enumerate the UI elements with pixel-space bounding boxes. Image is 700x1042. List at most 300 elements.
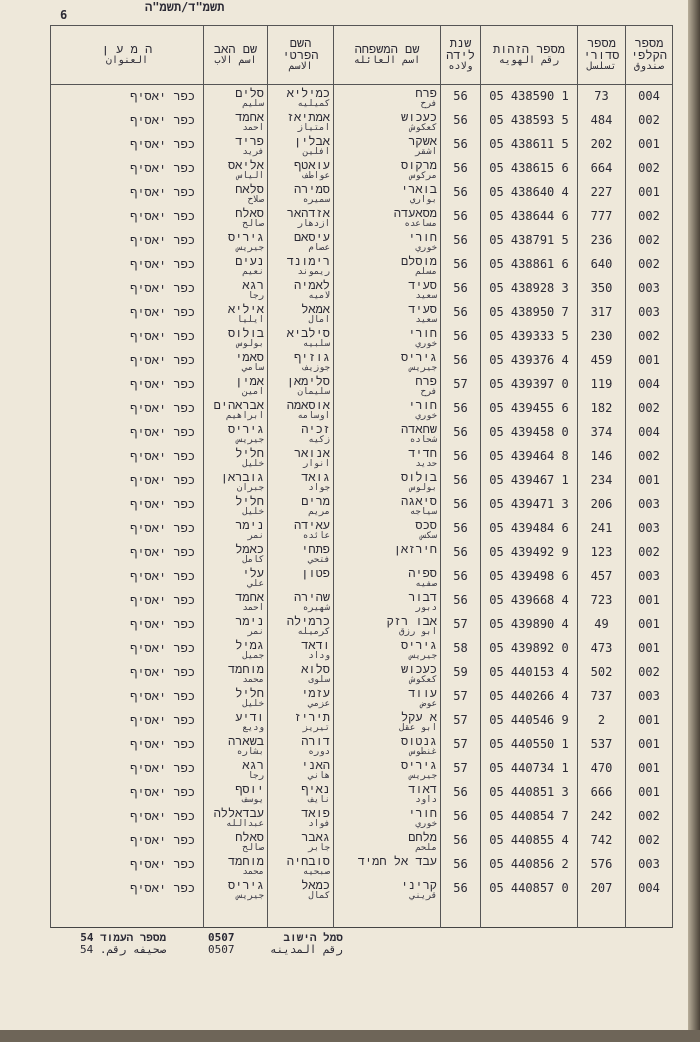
serial-cell: 236	[578, 229, 626, 253]
first-name-he: אוסאמה	[286, 398, 330, 412]
father-name-cell	[204, 325, 268, 349]
id-number-cell: 05 438791 5	[481, 229, 578, 253]
serial-cell: 119	[578, 373, 626, 397]
page-content	[50, 25, 672, 962]
first-name-he: סמירה	[293, 182, 330, 196]
family-name-ar: اشقر	[415, 147, 437, 157]
first-name-ar: سلبيه	[302, 339, 330, 349]
col-birth-year-ar: ولاده	[448, 61, 473, 72]
family-name-cell	[334, 181, 441, 205]
first-name-cell	[268, 565, 334, 589]
father-name-ar: صالح	[242, 219, 264, 229]
father-name-ar: عبدالله	[226, 819, 264, 829]
first-name-cell	[268, 709, 334, 733]
serial-cell: 502	[578, 661, 626, 685]
family-name-cell	[334, 589, 441, 613]
father-name-ar: فريد	[242, 147, 264, 157]
id-number-cell: 05 440856 2	[481, 853, 578, 877]
ballot-cell: 001	[626, 613, 673, 637]
first-name-he: מרים	[301, 494, 330, 508]
father-name-ar: ايليا	[236, 315, 264, 325]
address-cell: כפר יאסיף	[51, 181, 204, 205]
first-name-he: זכיה	[301, 422, 330, 436]
ballot-cell: 001	[626, 757, 673, 781]
birth-year-cell: 56	[441, 589, 481, 613]
family-name-he: אשקר	[408, 134, 437, 148]
serial-cell: 484	[578, 109, 626, 133]
first-name-he: כמיליא	[286, 86, 330, 100]
family-name-cell	[334, 157, 441, 181]
birth-year-cell: 56	[441, 229, 481, 253]
serial-cell: 723	[578, 589, 626, 613]
father-name-ar: صالح	[242, 843, 264, 853]
page-number: 6	[60, 8, 68, 22]
father-name-he: סלים	[235, 86, 264, 100]
birth-year-cell: 56	[441, 493, 481, 517]
first-name-he: גאבר	[301, 830, 330, 844]
first-name-cell	[268, 205, 334, 229]
table-row	[51, 493, 673, 517]
ballot-cell: 001	[626, 469, 673, 493]
id-number-cell: 05 439492 9	[481, 541, 578, 565]
first-name-ar: نايف	[308, 795, 330, 805]
first-name-he: אזדהאר	[286, 206, 330, 220]
father-name-he: אחמד	[235, 110, 264, 124]
birth-year-cell: 57	[441, 613, 481, 637]
father-name-he: מוחמד	[227, 854, 264, 868]
address-cell: כפר יאסיף	[51, 589, 204, 613]
family-name-cell	[334, 277, 441, 301]
family-name-cell	[334, 325, 441, 349]
family-name-he: ספיה	[408, 566, 437, 580]
father-name-ar: محمد	[242, 675, 264, 685]
col-id-number	[481, 26, 578, 85]
address-cell: כפר יאסיף	[51, 493, 204, 517]
family-name-cell	[334, 709, 441, 733]
col-family-name-he: שם המשפחה	[354, 42, 420, 56]
table-row	[51, 277, 673, 301]
ballot-cell: 004	[626, 373, 673, 397]
family-name-he: פרח	[415, 374, 437, 388]
father-name-ar: خليل	[242, 699, 264, 709]
serial-cell: 73	[578, 85, 626, 110]
birth-year-cell: 56	[441, 85, 481, 110]
serial-cell: 182	[578, 397, 626, 421]
id-number-cell: 05 440734 1	[481, 757, 578, 781]
first-name-ar	[271, 579, 330, 589]
table-row	[51, 85, 673, 110]
father-name-ar: جبران	[236, 483, 264, 493]
father-name-he: גמיל	[235, 638, 264, 652]
address-cell: כפר יאסיף	[51, 685, 204, 709]
birth-year-cell: 57	[441, 685, 481, 709]
father-name-he: ודיע	[235, 710, 264, 724]
family-name-ar: سعيد	[415, 315, 437, 325]
father-name-cell	[204, 805, 268, 829]
family-name-cell	[334, 805, 441, 829]
ballot-cell: 002	[626, 325, 673, 349]
id-number-cell: 05 440153 4	[481, 661, 578, 685]
family-name-he: חירזאן	[393, 542, 437, 556]
col-birth-year-he: שנת לידה	[446, 36, 475, 62]
address-cell: כפר יאסיף	[51, 229, 204, 253]
father-name-he: חליל	[235, 686, 264, 700]
address-cell: כפר יאסיף	[51, 781, 204, 805]
address-cell: כפר יאסיף	[51, 637, 204, 661]
settlement-code-he: 0507	[208, 930, 235, 944]
ballot-cell: 002	[626, 541, 673, 565]
col-birth-year	[441, 26, 481, 85]
ballot-cell: 002	[626, 229, 673, 253]
family-name-ar: كعكوش	[409, 675, 437, 685]
family-name-cell	[334, 781, 441, 805]
ballot-cell: 001	[626, 589, 673, 613]
address-cell: כפר יאסיף	[51, 541, 204, 565]
birth-year-cell: 56	[441, 325, 481, 349]
father-name-cell	[204, 829, 268, 853]
serial-cell: 206	[578, 493, 626, 517]
serial-cell: 234	[578, 469, 626, 493]
table-row	[51, 469, 673, 493]
first-name-he: פואד	[301, 806, 330, 820]
first-name-he: שהירה	[293, 590, 330, 604]
serial-cell: 537	[578, 733, 626, 757]
first-name-ar: كرميله	[297, 627, 330, 637]
col-serial-ar: تسلسل	[586, 61, 617, 72]
ballot-cell: 003	[626, 853, 673, 877]
first-name-he: סלימאן	[286, 374, 330, 388]
page-count-ar: صحيفه رقم. 54	[80, 942, 167, 956]
father-name-cell	[204, 685, 268, 709]
table-row	[51, 733, 673, 757]
father-name-cell	[204, 445, 268, 469]
first-name-ar: سليمان	[297, 387, 330, 397]
settlement-label-he: סמל הישוב	[283, 930, 343, 944]
family-name-cell	[334, 685, 441, 709]
first-name-ar: كميليه	[297, 99, 330, 109]
father-name-ar: صلاح	[247, 195, 264, 205]
family-name-ar: سعيد	[415, 291, 437, 301]
first-name-cell	[268, 133, 334, 157]
father-name-ar: احمد	[242, 123, 264, 133]
birth-year-cell: 56	[441, 253, 481, 277]
family-name-he: מוסלם	[400, 254, 437, 268]
serial-cell: 777	[578, 205, 626, 229]
serial-cell: 2	[578, 709, 626, 733]
father-name-he: גובראן	[220, 470, 264, 484]
father-name-cell	[204, 637, 268, 661]
father-name-cell	[204, 253, 268, 277]
father-name-he: גיריס	[227, 878, 264, 892]
address-cell: כפר יאסיף	[51, 853, 204, 877]
id-number-cell: 05 439376 4	[481, 349, 578, 373]
first-name-he: פטון	[301, 566, 330, 580]
father-name-cell	[204, 733, 268, 757]
father-name-cell	[204, 397, 268, 421]
father-name-cell	[204, 493, 268, 517]
father-name-cell	[204, 277, 268, 301]
first-name-ar: فتحي	[308, 555, 330, 565]
serial-cell: 317	[578, 301, 626, 325]
first-name-he: פתחי	[301, 542, 330, 556]
family-name-cell	[334, 373, 441, 397]
settlement-code-label	[270, 932, 343, 956]
family-name-ar: شحاده	[409, 435, 437, 445]
family-name-he: גנטוס	[400, 734, 437, 748]
first-name-cell	[268, 517, 334, 541]
father-name-he: אמין	[235, 374, 264, 388]
table-row	[51, 325, 673, 349]
family-name-ar: فرح	[420, 99, 437, 109]
settlement-code-ar: 0507	[208, 942, 235, 956]
first-name-ar: سلوى	[308, 675, 330, 685]
first-name-cell	[268, 181, 334, 205]
family-name-ar: مسلم	[415, 267, 437, 277]
ballot-cell: 003	[626, 493, 673, 517]
family-name-ar: خوري	[415, 819, 437, 829]
first-name-cell	[268, 349, 334, 373]
first-name-cell	[268, 85, 334, 110]
father-name-cell	[204, 781, 268, 805]
family-name-he: עבד אל חמיד	[357, 854, 437, 868]
birth-year-cell: 56	[441, 781, 481, 805]
birth-year-cell: 56	[441, 301, 481, 325]
first-name-cell	[268, 781, 334, 805]
address-cell: כפר יאסיף	[51, 445, 204, 469]
id-number-cell: 05 439458 0	[481, 421, 578, 445]
father-name-he: רגא	[242, 758, 264, 772]
ballot-cell: 002	[626, 397, 673, 421]
table-row	[51, 757, 673, 781]
family-name-he: שחאדה	[400, 422, 437, 436]
address-cell: כפר יאסיף	[51, 301, 204, 325]
father-name-he: איליא	[227, 302, 264, 316]
father-name-he: סאלח	[235, 206, 264, 220]
father-name-cell	[204, 613, 268, 637]
family-name-cell	[334, 469, 441, 493]
col-ballot-ar: صندوق	[633, 61, 665, 72]
ballot-cell: 002	[626, 109, 673, 133]
voter-list-table	[50, 25, 673, 928]
first-name-cell	[268, 301, 334, 325]
first-name-he: תיריז	[293, 710, 330, 724]
id-number-cell: 05 439455 6	[481, 397, 578, 421]
ballot-cell: 001	[626, 349, 673, 373]
address-cell: כפר יאסיף	[51, 757, 204, 781]
ballot-cell: 001	[626, 733, 673, 757]
family-name-he: סעיד	[408, 302, 437, 316]
first-name-cell	[268, 541, 334, 565]
family-name-he: סעיד	[408, 278, 437, 292]
address-cell: כפר יאסיף	[51, 565, 204, 589]
serial-cell: 202	[578, 133, 626, 157]
col-address-he: ה מ ע ן	[101, 42, 153, 56]
father-name-he: גיריס	[227, 230, 264, 244]
id-number-cell: 05 440855 4	[481, 829, 578, 853]
id-number-cell: 05 438928 3	[481, 277, 578, 301]
father-name-he: נימר	[235, 614, 264, 628]
family-name-ar: عوض	[420, 699, 437, 709]
family-name-ar: داود	[415, 795, 437, 805]
ballot-cell: 004	[626, 85, 673, 110]
family-name-ar: ملحم	[415, 843, 437, 853]
id-number-cell: 05 439397 0	[481, 373, 578, 397]
address-cell: כפר יאסיף	[51, 85, 204, 110]
father-name-cell	[204, 301, 268, 325]
first-name-he: אמתיאז	[286, 110, 330, 124]
birth-year-cell: 56	[441, 469, 481, 493]
father-name-he: אליאס	[227, 158, 264, 172]
family-name-he: חדיד	[408, 446, 437, 460]
serial-cell: 473	[578, 637, 626, 661]
col-first-name-he: השם הפרטי	[282, 36, 319, 62]
family-name-ar: بواري	[409, 195, 437, 205]
birth-year-cell: 56	[441, 349, 481, 373]
address-cell: כפר יאסיף	[51, 877, 204, 901]
family-name-he: דבור	[408, 590, 437, 604]
birth-year-cell: 57	[441, 733, 481, 757]
family-name-cell	[334, 133, 441, 157]
family-name-ar: جيريس	[409, 771, 437, 781]
family-name-he: גיריס	[400, 758, 437, 772]
family-name-ar: بولوس	[409, 483, 437, 493]
first-name-ar: سميره	[302, 195, 330, 205]
family-name-ar: مركوس	[409, 171, 437, 181]
family-name-cell	[334, 829, 441, 853]
father-name-ar: يوسف	[242, 795, 264, 805]
address-cell: כפר יאסיף	[51, 469, 204, 493]
first-name-ar: وداد	[308, 651, 330, 661]
id-number-cell: 05 439471 3	[481, 493, 578, 517]
father-name-cell	[204, 133, 268, 157]
serial-cell: 227	[578, 181, 626, 205]
first-name-ar: جابر	[308, 843, 330, 853]
father-name-he: פריד	[235, 134, 264, 148]
first-name-he: סלוא	[301, 662, 330, 676]
family-name-cell	[334, 349, 441, 373]
first-name-he: עיסאם	[293, 230, 330, 244]
birth-year-cell: 56	[441, 181, 481, 205]
birth-year-cell: 59	[441, 661, 481, 685]
serial-cell: 737	[578, 685, 626, 709]
first-name-ar: امتياز	[297, 123, 330, 133]
table-row	[51, 565, 673, 589]
father-name-cell	[204, 541, 268, 565]
first-name-cell	[268, 229, 334, 253]
family-name-ar: خوري	[415, 339, 437, 349]
first-name-cell	[268, 157, 334, 181]
address-cell: כפר יאסיף	[51, 373, 204, 397]
first-name-cell	[268, 469, 334, 493]
col-family-name	[334, 26, 441, 85]
col-family-name-ar: اسم العائله	[353, 55, 421, 66]
ballot-cell: 002	[626, 157, 673, 181]
id-number-cell: 05 438640 4	[481, 181, 578, 205]
first-name-cell	[268, 829, 334, 853]
father-name-he: נימר	[235, 518, 264, 532]
table-row	[51, 133, 673, 157]
father-name-ar: امين	[242, 387, 264, 397]
first-name-ar: عائده	[302, 531, 330, 541]
col-father-he: שם האב	[213, 42, 258, 56]
father-name-cell	[204, 373, 268, 397]
ballot-cell: 001	[626, 181, 673, 205]
table-row	[51, 709, 673, 733]
col-serial-he: מספר סדורי	[583, 36, 620, 62]
father-name-he: סאלח	[235, 830, 264, 844]
id-number-cell: 05 440854 7	[481, 805, 578, 829]
family-name-he: חורי	[408, 326, 437, 340]
first-name-cell	[268, 853, 334, 877]
ballot-cell: 001	[626, 133, 673, 157]
family-name-he: מסאעדה	[393, 206, 437, 220]
first-name-cell	[268, 661, 334, 685]
first-name-ar: اوسامه	[297, 411, 330, 421]
col-address	[51, 26, 204, 85]
first-name-ar: امال	[308, 315, 330, 325]
page-bottom-edge	[0, 1030, 700, 1042]
father-name-he: בשארה	[227, 734, 264, 748]
id-number-cell: 05 440550 1	[481, 733, 578, 757]
table-row	[51, 517, 673, 541]
family-name-he: סיאגה	[400, 494, 437, 508]
family-name-he: גיריס	[400, 638, 437, 652]
serial-cell: 459	[578, 349, 626, 373]
birth-year-cell: 56	[441, 445, 481, 469]
table-row	[51, 805, 673, 829]
father-name-he: בולוס	[227, 326, 264, 340]
address-cell: כפר יאסיף	[51, 829, 204, 853]
address-cell: כפר יאסיף	[51, 109, 204, 133]
father-name-he: מוחמד	[227, 662, 264, 676]
table-row	[51, 157, 673, 181]
family-name-ar	[337, 867, 437, 877]
family-name-he: בוארי	[400, 182, 437, 196]
father-name-ar: بولوس	[236, 339, 264, 349]
father-name-cell	[204, 181, 268, 205]
family-name-cell	[334, 301, 441, 325]
address-cell: כפר יאסיף	[51, 421, 204, 445]
first-name-ar: شهيره	[302, 603, 330, 613]
id-number-cell: 05 438644 6	[481, 205, 578, 229]
first-name-he: גוזיף	[293, 350, 330, 364]
serial-cell: 374	[578, 421, 626, 445]
first-name-he: דורה	[301, 734, 330, 748]
first-name-cell	[268, 805, 334, 829]
ballot-cell: 002	[626, 805, 673, 829]
father-name-he: אחמד	[235, 590, 264, 604]
family-name-he: אבו רזק	[386, 614, 437, 628]
father-name-ar: جميل	[242, 651, 264, 661]
page-edge	[688, 0, 700, 1042]
address-cell: כפר יאסיף	[51, 277, 204, 301]
id-number-cell: 05 438615 6	[481, 157, 578, 181]
first-name-ar: عزمي	[308, 699, 330, 709]
ballot-cell: 003	[626, 565, 673, 589]
ballot-cell: 003	[626, 517, 673, 541]
family-name-cell	[334, 445, 441, 469]
first-name-he: אנואר	[293, 446, 330, 460]
first-name-he: עזמי	[301, 686, 330, 700]
table-row	[51, 421, 673, 445]
father-name-he: חליל	[235, 446, 264, 460]
father-name-ar: ابراهيم	[226, 411, 264, 421]
birth-year-cell: 56	[441, 421, 481, 445]
father-name-cell	[204, 109, 268, 133]
birth-year-cell: 58	[441, 637, 481, 661]
col-ballot	[626, 26, 673, 85]
birth-year-cell: 56	[441, 853, 481, 877]
